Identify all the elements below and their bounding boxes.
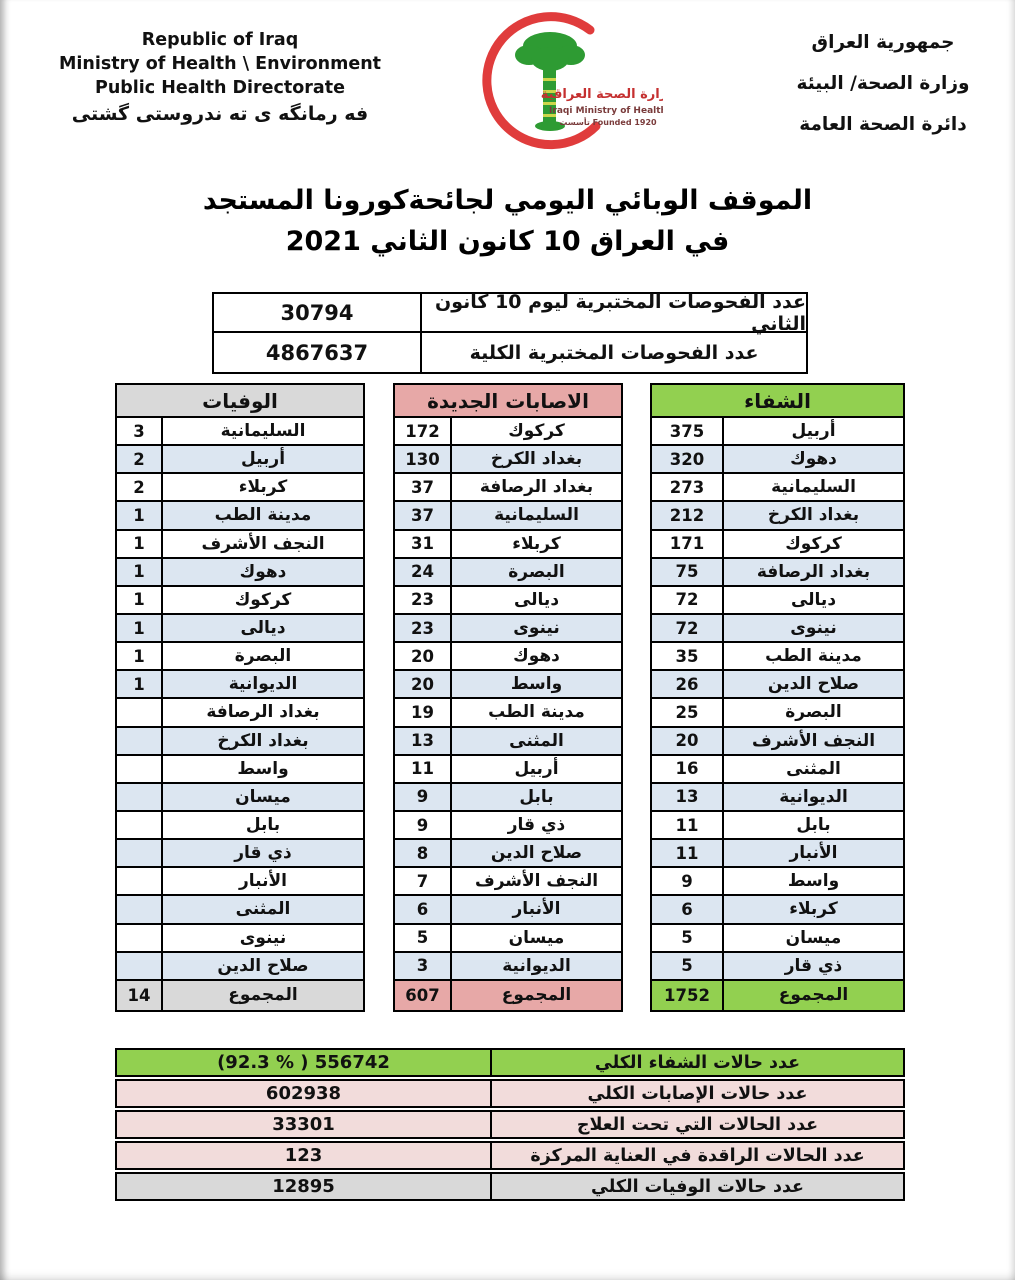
row-province: أربيل <box>240 449 286 470</box>
row-value: 5 <box>652 953 724 979</box>
row-province: السليمانية <box>771 477 856 498</box>
summary-row <box>115 1141 905 1170</box>
row-value: 3 <box>395 953 452 979</box>
row-province: مدينة الطب <box>488 702 585 723</box>
row-province: ديالى <box>790 589 837 610</box>
summary-label: عدد حالات الشفاء الكلي <box>594 1052 801 1073</box>
row-value: 5 <box>652 925 724 951</box>
lab-tests-row <box>214 290 806 335</box>
table-row <box>395 699 621 727</box>
table-row <box>652 559 903 587</box>
logo-founded-text: تأسست Founded 1920 <box>559 118 657 127</box>
deaths-total-row <box>117 981 363 1010</box>
row-value: 3 <box>117 418 163 444</box>
header-en-line3: Public Health Directorate <box>95 78 345 98</box>
row-province: الأنبار <box>512 899 561 920</box>
new-cases-table <box>393 383 623 1012</box>
table-row <box>652 812 903 840</box>
row-value: 1 <box>117 615 163 641</box>
row-province: بغداد الكرخ <box>767 505 860 526</box>
row-province: أربيل <box>514 758 559 779</box>
row-value: 1 <box>117 502 163 528</box>
row-province: كركوك <box>785 533 842 554</box>
row-value: 8 <box>395 840 452 866</box>
table-row <box>117 699 363 727</box>
table-row <box>117 812 363 840</box>
table-row <box>395 446 621 474</box>
row-province: صلاح الدين <box>767 674 860 695</box>
row-value: 5 <box>395 925 452 951</box>
summary-value: (92.3 % ) 556742 <box>117 1050 492 1075</box>
row-province: ديالى <box>240 618 286 639</box>
row-province: مدينة الطب <box>765 646 862 667</box>
header-kurdish-line: فه رمانگه ی ته ندروستی گشتی <box>71 103 369 125</box>
lab-tests-label: عدد الفحوصات المختبرية الكلية <box>469 341 759 364</box>
row-province: كركوك <box>234 589 292 610</box>
row-value <box>117 812 163 838</box>
logo-english-text: Iraqi Ministry of Health <box>549 106 663 116</box>
summary-label: عدد حالات الوفيات الكلي <box>590 1176 805 1197</box>
row-province: البصرة <box>785 702 842 723</box>
table-row <box>652 953 903 981</box>
table-row <box>652 474 903 502</box>
table-row <box>652 868 903 896</box>
table-row <box>652 587 903 615</box>
new-cases-total-value: 607 <box>395 981 452 1010</box>
table-row <box>395 896 621 924</box>
table-row <box>117 728 363 756</box>
row-province: ديالى <box>513 589 560 610</box>
table-row <box>117 840 363 868</box>
table-row <box>395 671 621 699</box>
row-value: 172 <box>395 418 452 444</box>
row-value <box>117 699 163 725</box>
table-row <box>395 728 621 756</box>
row-value: 2 <box>117 446 163 472</box>
table-row <box>117 671 363 699</box>
row-value: 1 <box>117 671 163 697</box>
crescent-palm-logo-icon <box>438 8 663 160</box>
row-province: ذي قار <box>784 955 843 976</box>
table-row <box>117 474 363 502</box>
table-row <box>395 756 621 784</box>
row-province: الأنبار <box>239 871 287 892</box>
row-value: 6 <box>652 896 724 922</box>
summary-value: 12895 <box>117 1174 492 1199</box>
logo-arabic-text: وزارة الصحة العراقية <box>540 87 663 102</box>
recovery-table-body <box>652 418 903 981</box>
row-province: البصرة <box>234 646 292 667</box>
row-province: كربلاء <box>512 533 561 554</box>
row-value: 19 <box>395 699 452 725</box>
row-value: 72 <box>652 615 724 641</box>
row-province: بغداد الرصافة <box>756 561 871 582</box>
summary-value: 602938 <box>117 1081 492 1106</box>
row-province: بغداد الرصافة <box>479 477 594 498</box>
row-province: دهوك <box>790 449 837 470</box>
row-province: واسط <box>510 674 563 695</box>
row-value <box>117 953 163 979</box>
palm-tree-icon <box>515 32 585 131</box>
table-row <box>395 784 621 812</box>
row-value: 25 <box>652 699 724 725</box>
row-province: بابل <box>519 786 554 807</box>
table-row <box>117 502 363 530</box>
row-value: 20 <box>395 643 452 669</box>
row-value: 212 <box>652 502 724 528</box>
row-value: 23 <box>395 615 452 641</box>
recovery-total-value: 1752 <box>652 981 724 1010</box>
new-cases-total-label: المجموع <box>501 985 572 1006</box>
table-row <box>652 896 903 924</box>
table-row <box>117 896 363 924</box>
table-row <box>652 699 903 727</box>
table-row <box>395 559 621 587</box>
table-row <box>117 953 363 981</box>
row-province: واسط <box>237 758 289 779</box>
deaths-table-body <box>117 418 363 981</box>
table-row <box>395 502 621 530</box>
row-province: النجف الأشرف <box>474 871 599 892</box>
table-row <box>652 643 903 671</box>
row-value: 31 <box>395 531 452 557</box>
new-cases-total-row <box>395 981 621 1010</box>
row-value: 6 <box>395 896 452 922</box>
deaths-total-label: المجموع <box>228 985 298 1006</box>
summary-label: عدد حالات الإصابات الكلي <box>587 1083 808 1104</box>
header-english-block <box>52 28 388 126</box>
row-value: 1 <box>117 643 163 669</box>
row-value: 171 <box>652 531 724 557</box>
row-province: ميسان <box>785 927 842 948</box>
summary-row <box>115 1048 905 1077</box>
table-row <box>652 784 903 812</box>
table-row <box>117 615 363 643</box>
row-value: 7 <box>395 868 452 894</box>
table-row <box>652 446 903 474</box>
row-province: بابل <box>796 815 831 836</box>
table-row <box>652 756 903 784</box>
row-province: دهوك <box>513 646 560 667</box>
row-value: 1 <box>117 559 163 585</box>
row-province: كربلاء <box>238 477 288 498</box>
row-value <box>117 840 163 866</box>
table-row <box>652 531 903 559</box>
row-province: الأنبار <box>789 843 838 864</box>
header-ar-line1: جمهورية العراق <box>811 32 955 53</box>
table-row <box>117 559 363 587</box>
table-row <box>652 840 903 868</box>
table-row <box>395 868 621 896</box>
table-row <box>395 840 621 868</box>
row-province: النجف الأشرف <box>751 730 876 751</box>
row-value: 75 <box>652 559 724 585</box>
row-value: 11 <box>395 756 452 782</box>
table-row <box>395 953 621 981</box>
row-province: بغداد الكرخ <box>217 730 309 751</box>
row-value: 130 <box>395 446 452 472</box>
table-row <box>652 418 903 446</box>
header-ar-line3: دائرة الصحة العامة <box>799 114 967 135</box>
row-value: 9 <box>652 868 724 894</box>
table-row <box>395 531 621 559</box>
row-value: 1 <box>117 587 163 613</box>
row-value: 20 <box>652 728 724 754</box>
table-row <box>395 925 621 953</box>
table-row <box>395 474 621 502</box>
summary-row <box>115 1172 905 1201</box>
row-province: صلاح الدين <box>490 843 583 864</box>
ministry-of-health-logo <box>438 8 663 160</box>
row-value: 273 <box>652 474 724 500</box>
recovery-total-row <box>652 981 903 1010</box>
recovery-table <box>650 383 905 1012</box>
row-province: ميسان <box>235 786 291 807</box>
row-value <box>117 756 163 782</box>
summary-row <box>115 1110 905 1139</box>
row-province: صلاح الدين <box>217 955 309 976</box>
row-province: الديوانية <box>502 955 571 976</box>
row-value: 37 <box>395 502 452 528</box>
header-en-line1: Republic of Iraq <box>141 30 299 50</box>
table-row <box>395 587 621 615</box>
row-value: 9 <box>395 784 452 810</box>
row-value <box>117 896 163 922</box>
row-value <box>117 728 163 754</box>
row-value <box>117 868 163 894</box>
lab-tests-row <box>214 333 806 372</box>
row-value: 24 <box>395 559 452 585</box>
row-province: النجف الأشرف <box>201 533 325 554</box>
row-value: 26 <box>652 671 724 697</box>
row-province: بغداد الرصافة <box>206 702 320 723</box>
row-value: 320 <box>652 446 724 472</box>
table-row <box>395 615 621 643</box>
summary-label: عدد الحالات الراقدة في العناية المركزة <box>530 1145 865 1166</box>
row-province: ذي قار <box>234 843 292 864</box>
row-province: نينوى <box>513 618 560 639</box>
row-value <box>117 925 163 951</box>
table-row <box>117 418 363 446</box>
recovery-table-header: الشفاء <box>652 385 903 418</box>
new-cases-table-body <box>395 418 621 981</box>
page-title-line2: في العراق 10 كانون الثاني 2021 <box>285 226 730 257</box>
table-row <box>652 925 903 953</box>
row-province: أربيل <box>791 421 836 442</box>
table-row <box>117 925 363 953</box>
summary-label: عدد الحالات التي تحت العلاج <box>576 1114 819 1135</box>
row-province: نينوى <box>239 927 287 948</box>
row-value: 1 <box>117 531 163 557</box>
row-province: السليمانية <box>220 421 306 442</box>
row-province: ذي قار <box>507 815 566 836</box>
summary-value: 33301 <box>117 1112 492 1137</box>
header-en-line2: Ministry of Health \ Environment <box>58 54 382 74</box>
row-value: 13 <box>395 728 452 754</box>
row-value: 72 <box>652 587 724 613</box>
row-province: بغداد الكرخ <box>490 449 583 470</box>
deaths-table-header: الوفيات <box>117 385 363 418</box>
row-value: 9 <box>395 812 452 838</box>
lab-tests-table <box>212 292 808 374</box>
row-province: نينوى <box>790 618 837 639</box>
summary-value: 123 <box>117 1143 492 1168</box>
row-value: 2 <box>117 474 163 500</box>
row-value: 11 <box>652 812 724 838</box>
row-province: الديوانية <box>779 786 848 807</box>
row-value: 37 <box>395 474 452 500</box>
row-value: 16 <box>652 756 724 782</box>
summary-row <box>115 1079 905 1108</box>
lab-tests-value: 4867637 <box>214 333 422 372</box>
row-province: ميسان <box>508 927 565 948</box>
lab-tests-value: 30794 <box>214 294 422 331</box>
row-province: المثنى <box>235 899 291 920</box>
row-province: كربلاء <box>789 899 838 920</box>
header-ar-line2: وزارة الصحة/ البيئة <box>796 73 970 94</box>
table-row <box>117 446 363 474</box>
row-province: المثنى <box>509 730 564 751</box>
table-row <box>652 502 903 530</box>
header-arabic-block <box>763 22 1003 145</box>
row-province: البصرة <box>508 561 565 582</box>
row-value: 11 <box>652 840 724 866</box>
table-row <box>395 418 621 446</box>
row-value: 23 <box>395 587 452 613</box>
lab-tests-label: عدد الفحوصات المختبرية ليوم 10 كانون الثاني <box>435 290 806 335</box>
table-row <box>652 671 903 699</box>
deaths-table <box>115 383 365 1012</box>
table-row <box>117 643 363 671</box>
table-row <box>117 756 363 784</box>
row-province: واسط <box>787 871 840 892</box>
row-province: مدينة الطب <box>214 505 312 526</box>
table-row <box>117 784 363 812</box>
row-province: كركوك <box>508 421 565 442</box>
table-row <box>652 728 903 756</box>
row-value: 20 <box>395 671 452 697</box>
recovery-total-label: المجموع <box>778 985 849 1006</box>
table-row <box>117 531 363 559</box>
page-title <box>0 180 1015 262</box>
row-province: بابل <box>245 815 281 836</box>
table-row <box>395 643 621 671</box>
row-province: المثنى <box>786 758 841 779</box>
row-province: دهوك <box>239 561 287 582</box>
new-cases-table-header: الاصابات الجديدة <box>395 385 621 418</box>
table-row <box>117 587 363 615</box>
row-province: السليمانية <box>494 505 579 526</box>
totals-summary-table <box>115 1048 905 1203</box>
table-row <box>395 812 621 840</box>
row-value: 35 <box>652 643 724 669</box>
table-row <box>117 868 363 896</box>
row-value: 13 <box>652 784 724 810</box>
row-value: 375 <box>652 418 724 444</box>
table-row <box>652 615 903 643</box>
page-title-line1: الموقف الوبائي اليومي لجائحةكورونا المستجد <box>202 185 813 216</box>
row-province: الديوانية <box>228 674 298 695</box>
deaths-total-value: 14 <box>117 981 163 1010</box>
row-value <box>117 784 163 810</box>
